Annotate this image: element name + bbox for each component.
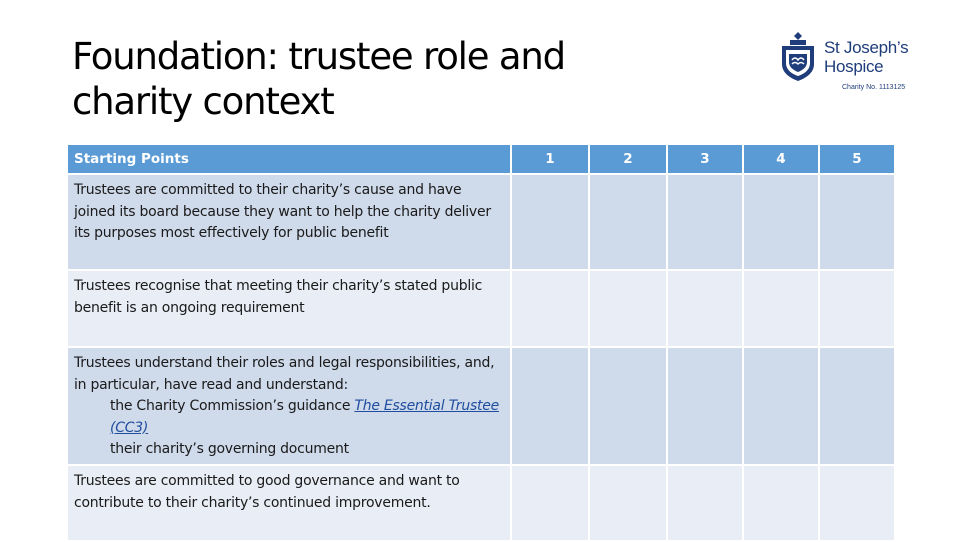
st-josephs-hospice-logo xyxy=(776,30,936,96)
score-cell-4[interactable] xyxy=(743,347,819,465)
table-row xyxy=(67,270,895,347)
statement-cell: Trustees are committed to their charity’s cause and have joined its board because they want to help the charity deliver its purposes most effectively for public benefit xyxy=(67,174,511,270)
statement-cell xyxy=(67,347,511,465)
score-cell-5[interactable] xyxy=(819,174,895,270)
score-cell-2[interactable] xyxy=(589,174,667,270)
header-score-1: 1 xyxy=(511,144,589,174)
statement-bullet-1 xyxy=(74,396,504,439)
score-cell-2[interactable] xyxy=(589,270,667,347)
score-cell-3[interactable] xyxy=(667,465,743,541)
score-cell-5[interactable] xyxy=(819,270,895,347)
score-cell-1[interactable] xyxy=(511,270,589,347)
header-score-2: 2 xyxy=(589,144,667,174)
statement-cell: Trustees are committed to good governance and want to contribute to their charity’s continued improvement. xyxy=(67,465,511,541)
table-row xyxy=(67,465,895,541)
table-row xyxy=(67,174,895,270)
title-line-2: charity context xyxy=(72,80,334,123)
slide-title xyxy=(72,34,692,124)
self-assessment-table xyxy=(66,143,896,542)
logo-name-line-1: St Joseph’s xyxy=(824,38,909,57)
score-cell-5[interactable] xyxy=(819,465,895,541)
header-starting-points: Starting Points xyxy=(67,144,511,174)
score-cell-4[interactable] xyxy=(743,174,819,270)
score-cell-2[interactable] xyxy=(589,347,667,465)
crest-icon xyxy=(776,30,820,82)
score-cell-3[interactable] xyxy=(667,174,743,270)
table-row xyxy=(67,347,895,465)
title-line-1: Foundation: trustee role and xyxy=(72,35,565,78)
header-score-4: 4 xyxy=(743,144,819,174)
score-cell-3[interactable] xyxy=(667,270,743,347)
logo-name xyxy=(824,38,936,76)
statement-bullet-2: their charity’s governing document xyxy=(110,441,349,457)
score-cell-1[interactable] xyxy=(511,465,589,541)
score-cell-4[interactable] xyxy=(743,270,819,347)
score-cell-5[interactable] xyxy=(819,347,895,465)
score-cell-1[interactable] xyxy=(511,347,589,465)
score-cell-1[interactable] xyxy=(511,174,589,270)
bullet-1-prefix: the Charity Commission’s guidance xyxy=(110,398,355,414)
score-cell-3[interactable] xyxy=(667,347,743,465)
table-header-row xyxy=(67,144,895,174)
score-cell-4[interactable] xyxy=(743,465,819,541)
charity-number: Charity No. 1113125 xyxy=(842,84,906,91)
score-cell-2[interactable] xyxy=(589,465,667,541)
header-score-5: 5 xyxy=(819,144,895,174)
statement-intro: Trustees understand their roles and legal responsibilities, and, in particular, have read and understand: xyxy=(74,355,495,393)
logo-name-line-2: Hospice xyxy=(824,57,884,76)
statement-cell: Trustees recognise that meeting their charity’s stated public benefit is an ongoing requirement xyxy=(67,270,511,347)
essential-trustee-link[interactable]: The Essential Trustee (CC3) xyxy=(110,398,499,436)
header-score-3: 3 xyxy=(667,144,743,174)
